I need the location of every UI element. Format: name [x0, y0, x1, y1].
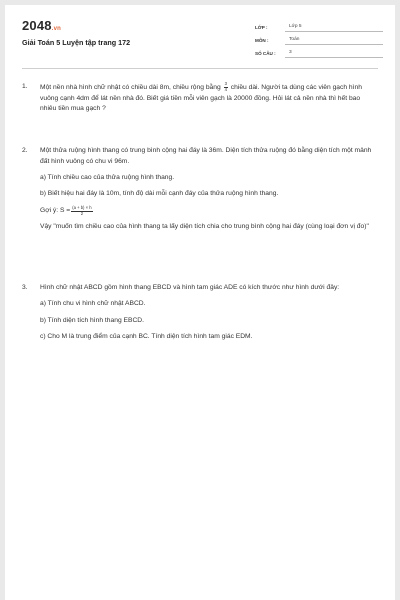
- meta-label: SỐ CÂU :: [255, 51, 276, 56]
- hint-text: Vậy "muốn tìm chiều cao của hình thang ta lấy diện tích chia cho trung bình cộng hai đáy (cùng loại đơn vị đo)": [40, 222, 369, 230]
- meta-value: Lớp 5: [285, 24, 383, 32]
- logo-main: 2048: [22, 18, 52, 33]
- meta-value: 3: [285, 50, 383, 58]
- question-text: [40, 82, 378, 115]
- question-number: 2.: [22, 147, 28, 154]
- fraction-denominator: 2: [80, 210, 84, 216]
- fraction-numerator: (a + b) × h: [72, 204, 92, 210]
- meta-value: Toán: [285, 37, 383, 45]
- logo-tld: .vn: [51, 26, 62, 32]
- question-part-c: c) Cho M là trung điểm của cạnh BC. Tính diện tích hình tam giác EDM.: [40, 332, 253, 340]
- fraction-numerator: 3: [224, 81, 227, 86]
- question-1: [22, 82, 378, 121]
- question-part-b: b) Tính diện tích hình thang EBCD.: [40, 316, 144, 324]
- question-intro: Hình chữ nhật ABCD gồm hình thang EBCD và hình tam giác ADE có kích thước như hình dưới đây:: [40, 284, 340, 291]
- meta-row-question-count: [255, 45, 383, 58]
- question-2: [22, 146, 378, 238]
- hint-formula: [40, 206, 378, 217]
- meta-label: LỚP :: [255, 25, 268, 30]
- question-part-a: a) Tính chiều cao của thửa ruộng hình thang.: [40, 174, 175, 182]
- question-number: 3.: [22, 284, 28, 291]
- question-part-a: a) Tính chu vi hình chữ nhật ABCD.: [40, 300, 146, 308]
- document-page: [5, 5, 395, 600]
- question-text-part: Một nền nhà hình chữ nhật có chiều dài 8m, chiều rộng bằng: [40, 83, 221, 91]
- fraction: [224, 82, 228, 92]
- fraction-denominator: 4: [224, 86, 227, 92]
- header-divider: [22, 68, 378, 69]
- hint-label: Gợi ý: S =: [40, 206, 71, 214]
- document-meta: [255, 19, 383, 58]
- site-logo[interactable]: [22, 18, 61, 33]
- question-number: 1.: [22, 83, 28, 90]
- meta-label: MÔN :: [255, 38, 269, 43]
- document-title: Giải Toán 5 Luyện tập trang 172: [22, 38, 131, 47]
- hint-fraction: [71, 206, 92, 216]
- question-text-part: chiều dài. Người ta dùng các viên gạch hình vuông cạnh 4dm để lát nền nhà đó. Biết giá tiền mỗi viên gạch là 20000 đồng. Hỏi lát cả nền nhà thì hết bao nhiêu tiền mua gạch ?: [40, 83, 362, 113]
- question-intro: Một thửa ruộng hình thang có trung bình cộng hai đáy là 36m. Diện tích thửa ruộng đó bằng diện tích một mảnh đất hình vuông có chu vi 96m.: [40, 147, 372, 165]
- question-3: [22, 283, 378, 348]
- question-part-b: b) Biết hiệu hai đáy là 10m, tính độ dài mỗi cạnh đáy của thửa ruộng hình thang.: [40, 190, 279, 198]
- meta-row-subject: [255, 32, 383, 45]
- meta-row-class: [255, 19, 383, 32]
